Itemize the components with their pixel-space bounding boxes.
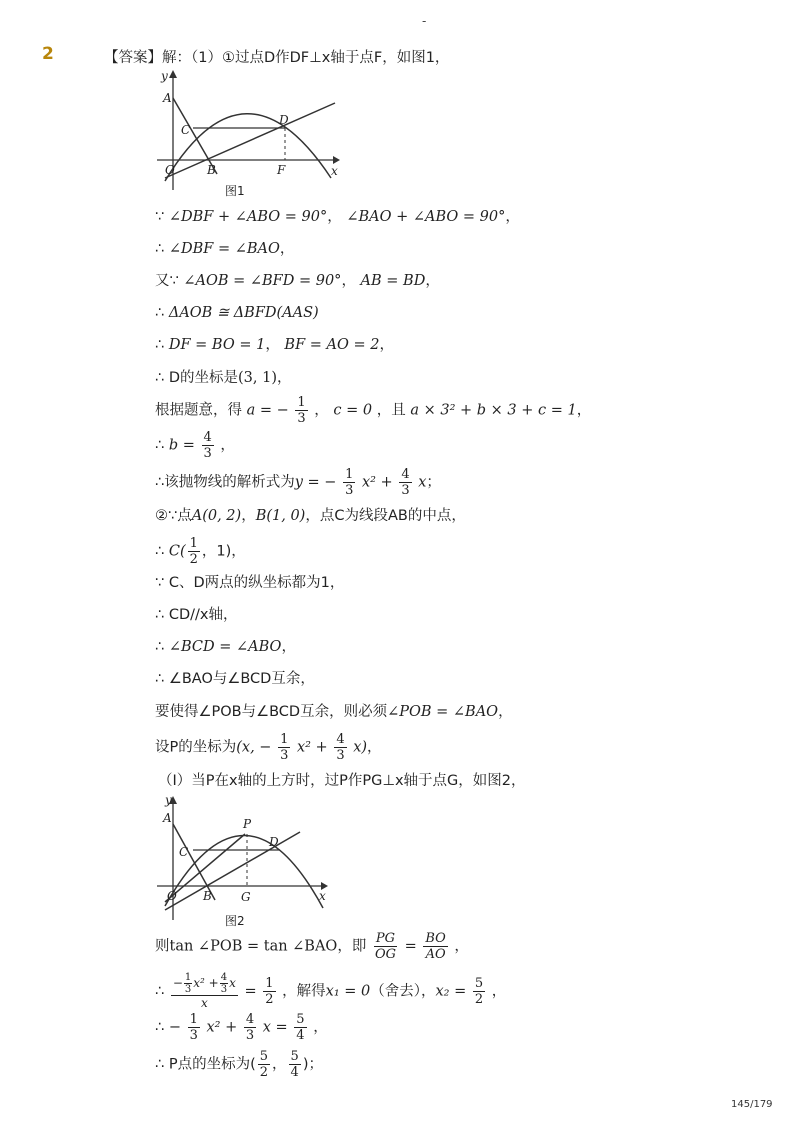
- step-line-19: ∴ − $\frac{1}{3}$ x² + $\frac{4}{3}$ x x = $\frac{1}{2}$ ，解得x₁ = 0（舍去），x₂ = $\frac{5}{2}$ ，: [155, 972, 507, 1010]
- step-line-3: 又∵ ∠AOB = ∠BFD = 90°， AB = BD，: [155, 273, 440, 289]
- fig1-y-label: y: [161, 69, 168, 83]
- step-line-8: ∴ b = $\frac{4}{3}$ ，: [155, 430, 235, 461]
- page-number: 145/179: [731, 1099, 773, 1110]
- step-line-12: ∵ C、D两点的纵坐标都为1，: [155, 575, 345, 591]
- step-line-21: ∴ P点的坐标为( $\frac{5}{2}$ ， $\frac{5}{4}$ )；: [155, 1049, 323, 1080]
- step-line-5: ∴ DF = BO = 1， BF = AO = 2，: [155, 337, 394, 353]
- step-line-6: ∴ D的坐标是(3, 1)，: [155, 370, 292, 386]
- step-line-1: ∵ ∠DBF + ∠ABO = 90°， ∠BAO + ∠ABO = 90°，: [155, 209, 520, 225]
- fig1-label-d: D: [279, 113, 289, 127]
- step-line-18: 则tan ∠POB = tan ∠BAO，即 $\frac{PG}{OG}$ = $\frac{BO}{AO}$ ，: [155, 931, 469, 962]
- fig2-x-label: x: [319, 889, 326, 903]
- figure-2: [155, 792, 340, 932]
- fraction-four-thirds: $\frac{4}{3}$: [203, 430, 212, 461]
- fig1-label-f: F: [277, 163, 286, 177]
- step-line-4: ∴ ΔAOB ≅ ΔBFD(AAS): [155, 305, 319, 321]
- step-line-15: ∴ ∠BAO与∠BCD互余，: [155, 671, 315, 687]
- fig2-label-p: P: [243, 817, 252, 831]
- fig2-caption: 图2: [225, 914, 245, 928]
- fig2-label-d: D: [269, 835, 279, 849]
- fig2-label-c: C: [179, 845, 189, 859]
- fig1-label-b: B: [207, 163, 216, 177]
- step-line-14: ∴ ∠BCD = ∠ABO，: [155, 639, 296, 655]
- fig1-caption: 图1: [225, 184, 245, 198]
- step-line-16: 要使得∠POB与∠BCD互余，则必须∠POB = ∠BAO，: [155, 704, 513, 720]
- fig2-label-o: O: [167, 889, 177, 903]
- step-line-13: ∴ CD//x轴，: [155, 607, 238, 623]
- top-mark: -: [422, 14, 427, 28]
- figure-1: [155, 68, 340, 203]
- step-line-7: 根据题意，得 a = − $\frac{1}{3}$ ， c = 0 ，且 a × 3² + b × 3 + c = 1，: [155, 395, 592, 426]
- big-fraction: − $\frac{1}{3}$ x² + $\frac{4}{3}$ x x: [172, 972, 236, 1010]
- fig2-label-a: A: [163, 811, 172, 825]
- step-line-10: ②∵点A(0, 2)，B(1, 0)，点C为线段AB的中点，: [155, 508, 466, 524]
- fig1-x-label: x: [331, 164, 338, 178]
- question-number: 2: [42, 44, 54, 64]
- fig2-label-b: B: [203, 889, 212, 903]
- step-line-9: ∴该抛物线的解析式为y = − $\frac{1}{3}$ x² + $\frac{4}{3}$ x；: [155, 467, 441, 498]
- fig2-label-g: G: [241, 890, 251, 904]
- fig1-label-c: C: [181, 123, 191, 137]
- fig2-y-label: y: [165, 793, 172, 807]
- step-line-17: 设P的坐标为(x, − $\frac{1}{3}$ x² + $\frac{4}{3}$ x)，: [155, 732, 382, 763]
- fraction-one-third: $\frac{1}{3}$: [297, 395, 306, 426]
- step-line-11: ∴ C( $\frac{1}{2}$ ，1)，: [155, 536, 246, 567]
- step-line-2: ∴ ∠DBF = ∠BAO，: [155, 241, 295, 257]
- case-one-heading: （Ⅰ）当P在x轴的上方时，过P作PG⊥x轴于点G，如图2，: [158, 773, 526, 789]
- step-line-20: ∴ − $\frac{1}{3}$ x² + $\frac{4}{3}$ x = $\frac{5}{4}$ ，: [155, 1012, 328, 1043]
- fig1-label-o: O: [165, 163, 175, 177]
- fig1-label-a: A: [163, 91, 172, 105]
- answer-header: 【答案】解：（1）①过点D作DF⊥x轴于点F，如图1，: [104, 50, 450, 66]
